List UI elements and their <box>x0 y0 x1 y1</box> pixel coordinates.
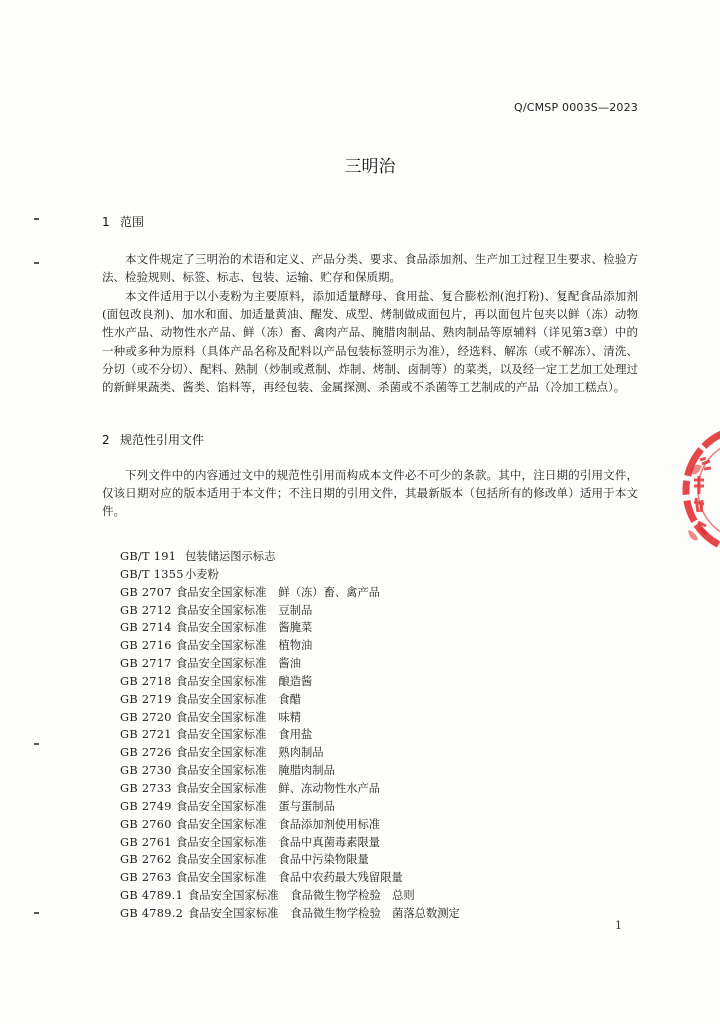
reference-item <box>120 834 460 852</box>
reference-title: 食品微生物学检验 菌落总数测定 <box>290 906 460 920</box>
reference-prefix: 食品安全国家标准 <box>176 871 267 885</box>
reference-title: 酱腌菜 <box>278 621 313 635</box>
margin-mark <box>34 912 39 914</box>
reference-code: GB 2761 <box>120 835 172 849</box>
reference-title: 酱油 <box>278 657 301 671</box>
reference-item <box>120 691 460 709</box>
reference-item <box>120 816 460 834</box>
reference-item <box>120 780 460 798</box>
reference-item <box>120 869 460 887</box>
reference-item <box>120 798 460 816</box>
reference-prefix: 食品安全国家标准 <box>176 603 267 617</box>
reference-item <box>120 548 460 566</box>
reference-item <box>120 851 460 869</box>
section-number: 2 <box>102 433 110 447</box>
reference-code: GB 2712 <box>120 603 172 617</box>
reference-title: 食用盐 <box>278 728 313 742</box>
section-title: 范围 <box>120 215 145 229</box>
reference-title: 腌腊肉制品 <box>278 764 335 778</box>
reference-title: 植物油 <box>278 639 313 653</box>
reference-prefix: 食品安全国家标准 <box>176 817 267 831</box>
reference-code: GB 2763 <box>120 871 172 885</box>
reference-prefix: 食品安全国家标准 <box>176 728 267 742</box>
standard-code: Q/CMSP 0003S—2023 <box>513 101 638 114</box>
scope-paragraph-2: 本文件适用于以小麦粉为主要原料，添加适量酵母、食用盐、复合膨松剂(泡打粉)、复配食品添加剂(面包改良剂)、加水和面、加适量黄油、醒发、成型、烤制做成面包片，再以面包片包夹以鲜（冻）动物性水产品、动物性水产品、鲜（冻）畜、禽肉产品、腌腊肉制品、熟肉制品等原辅料（详见第3章）中的一种或多种为原料（具体产品名称及配料以产品包装标签明示为准），经选料、解冻（或不解冻）、清洗、分切（或不分切）、配料、熟制（炒制或煮制、炸制、烤制、卤制等）的菜类，以及经一定工艺加工处理过的新鲜果蔬类、酱类、馅料等，再经包装、金属探测、杀菌或不杀菌等工艺制成的产品（冷加工糕点）。 <box>102 289 638 395</box>
reference-code: GB 2730 <box>120 764 172 778</box>
scope-paragraph-1: 本文件规定了三明治的术语和定义、产品分类、要求、食品添加剂、生产加工过程卫生要求、检验方法、检验规则、标签、标志、包装、运输、贮存和保质期。 <box>102 252 638 285</box>
reference-code: GB 2720 <box>120 710 172 724</box>
reference-prefix: 食品安全国家标准 <box>176 639 267 653</box>
reference-title: 食品微生物学检验 总则 <box>290 889 415 903</box>
reference-code: GB 2716 <box>120 639 172 653</box>
official-seal <box>678 400 720 580</box>
reference-code: GB 2733 <box>120 781 172 795</box>
reference-item <box>120 709 460 727</box>
reference-prefix: 食品安全国家标准 <box>176 621 267 635</box>
reference-item <box>120 673 460 691</box>
reference-code: GB 4789.1 <box>120 889 184 903</box>
reference-prefix: 食品安全国家标准 <box>176 710 267 724</box>
reference-code: GB 2717 <box>120 657 172 671</box>
reference-code: GB 4789.2 <box>120 906 184 920</box>
reference-code: GB 2760 <box>120 817 172 831</box>
reference-code: GB/T 191 <box>120 550 177 563</box>
references-intro: 下列文件中的内容通过文中的规范性引用而构成本文件必不可少的条款。其中，注日期的引用文件，仅该日期对应的版本适用于本文件；不注日期的引用文件，其最新版本（包括所有的修改单）适用于本文件。 <box>102 468 638 519</box>
reference-prefix: 食品安全国家标准 <box>176 746 267 760</box>
reference-code: GB 2714 <box>120 621 172 635</box>
reference-item <box>120 566 460 584</box>
reference-title: 小麦粉 <box>185 567 219 581</box>
reference-title: 蛋与蛋制品 <box>278 799 335 813</box>
reference-title: 酿造酱 <box>278 674 313 688</box>
reference-title: 食品中农药最大残留限量 <box>278 871 403 885</box>
reference-item <box>120 887 460 905</box>
margin-mark <box>34 262 39 264</box>
reference-code: GB 2726 <box>120 746 172 760</box>
reference-title: 食品添加剂使用标准 <box>278 817 381 831</box>
reference-item <box>120 619 460 637</box>
reference-title: 食醋 <box>278 692 301 706</box>
reference-prefix: 食品安全国家标准 <box>176 781 267 795</box>
margin-mark <box>34 743 39 745</box>
reference-title: 鲜、冻动物性水产品 <box>278 781 381 795</box>
reference-code: GB 2718 <box>120 674 172 688</box>
page-number: 1 <box>615 919 622 932</box>
section-title: 规范性引用文件 <box>120 433 205 447</box>
reference-prefix: 食品安全国家标准 <box>176 764 267 778</box>
reference-title: 豆制品 <box>278 603 313 617</box>
reference-item <box>120 655 460 673</box>
reference-prefix: 食品安全国家标准 <box>176 799 267 813</box>
reference-title: 鲜（冻）畜、禽产品 <box>278 585 381 599</box>
reference-code: GB 2721 <box>120 728 172 742</box>
reference-title: 包装储运图示标志 <box>185 550 276 563</box>
reference-item <box>120 637 460 655</box>
reference-list <box>120 548 460 923</box>
reference-prefix: 食品安全国家标准 <box>188 889 279 903</box>
section-number: 1 <box>102 215 110 229</box>
section-heading-scope <box>102 213 144 230</box>
reference-prefix: 食品安全国家标准 <box>176 835 267 849</box>
reference-item <box>120 905 460 923</box>
reference-title: 食品中污染物限量 <box>278 853 369 867</box>
reference-code: GB 2719 <box>120 692 172 706</box>
reference-code: GB 2762 <box>120 853 172 867</box>
document-title: 三明治 <box>344 157 396 177</box>
reference-prefix: 食品安全国家标准 <box>176 585 267 599</box>
reference-code: GB/T 1355 <box>120 567 184 581</box>
section-heading-references <box>102 431 204 448</box>
reference-item <box>120 762 460 780</box>
seal-graphic <box>678 400 720 580</box>
reference-item <box>120 602 460 620</box>
reference-prefix: 食品安全国家标准 <box>176 853 267 867</box>
reference-prefix: 食品安全国家标准 <box>176 692 267 706</box>
reference-title: 熟肉制品 <box>278 746 324 760</box>
reference-title: 味精 <box>278 710 301 724</box>
reference-prefix: 食品安全国家标准 <box>188 906 279 920</box>
reference-item <box>120 744 460 762</box>
reference-title: 食品中真菌毒素限量 <box>278 835 381 849</box>
reference-code: GB 2749 <box>120 799 172 813</box>
reference-prefix: 食品安全国家标准 <box>176 674 267 688</box>
reference-item <box>120 584 460 602</box>
reference-prefix: 食品安全国家标准 <box>176 657 267 671</box>
reference-code: GB 2707 <box>120 585 172 599</box>
margin-mark <box>34 218 39 220</box>
reference-item <box>120 726 460 744</box>
